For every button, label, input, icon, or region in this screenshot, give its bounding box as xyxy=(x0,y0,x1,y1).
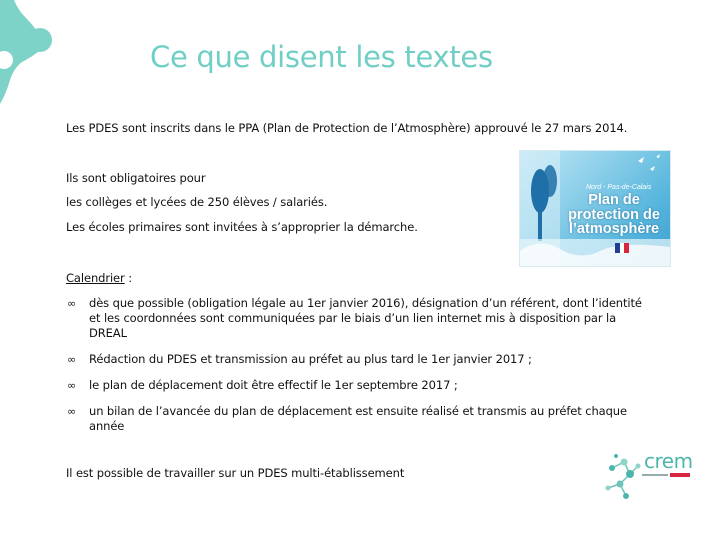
corner-molecule-decoration xyxy=(0,0,60,110)
intro-text: Les PDES sont inscrits dans le PPA (Plan de Protection de l’Atmosphère) approuvé le 27 mars 2014. xyxy=(66,121,628,135)
calendar-item-text: Rédaction du PDES et transmission au préfet au plus tard le 1er janvier 2017 ; xyxy=(89,352,532,366)
bullet-icon: ∞ xyxy=(67,297,77,310)
list-item xyxy=(66,296,646,341)
final-note: Il est possible de travailler sur un PDES multi-établissement xyxy=(66,466,405,480)
slide-title: Ce que disent les textes xyxy=(150,40,493,74)
obligatory-text-line-2: les collèges et lycées de 250 élèves / salariés. xyxy=(66,195,328,209)
bullet-icon: ∞ xyxy=(67,405,77,418)
list-item xyxy=(66,404,646,434)
calendar-heading xyxy=(66,271,132,287)
calendar-item-text: dès que possible (obligation légale au 1er janvier 2016), désignation d’un référent, dont l’identité et les coordonnées sont communiquées par le biais d’un lien internet mis à disposition par la DREAL xyxy=(89,296,642,340)
calendar-label: Calendrier xyxy=(66,271,125,285)
calendar-item-text: un bilan de l’avancée du plan de déplacement est ensuite réalisé et transmis au préfet chaque année xyxy=(89,404,627,433)
list-item xyxy=(66,378,646,393)
calendar-item-text: le plan de déplacement doit être effectif le 1er septembre 2017 ; xyxy=(89,378,458,392)
bullet-icon: ∞ xyxy=(67,353,77,366)
crem-logo-bar xyxy=(642,473,690,477)
ppa-poster-image xyxy=(519,150,671,267)
list-item xyxy=(66,352,646,367)
calendar-list xyxy=(66,296,646,445)
poster-title: Plan de protection de l’atmosphère xyxy=(568,192,660,237)
calendar-colon: : xyxy=(124,271,133,285)
crem-logo-text: crem xyxy=(644,449,693,473)
bullet-icon: ∞ xyxy=(67,379,77,392)
poster-region-label: Nord - Pas-de-Calais xyxy=(586,184,652,191)
obligatory-text-line-3: Les écoles primaires sont invitées à s’approprier la démarche. xyxy=(66,220,418,234)
obligatory-text-line-1: Ils sont obligatoires pour xyxy=(66,171,206,185)
